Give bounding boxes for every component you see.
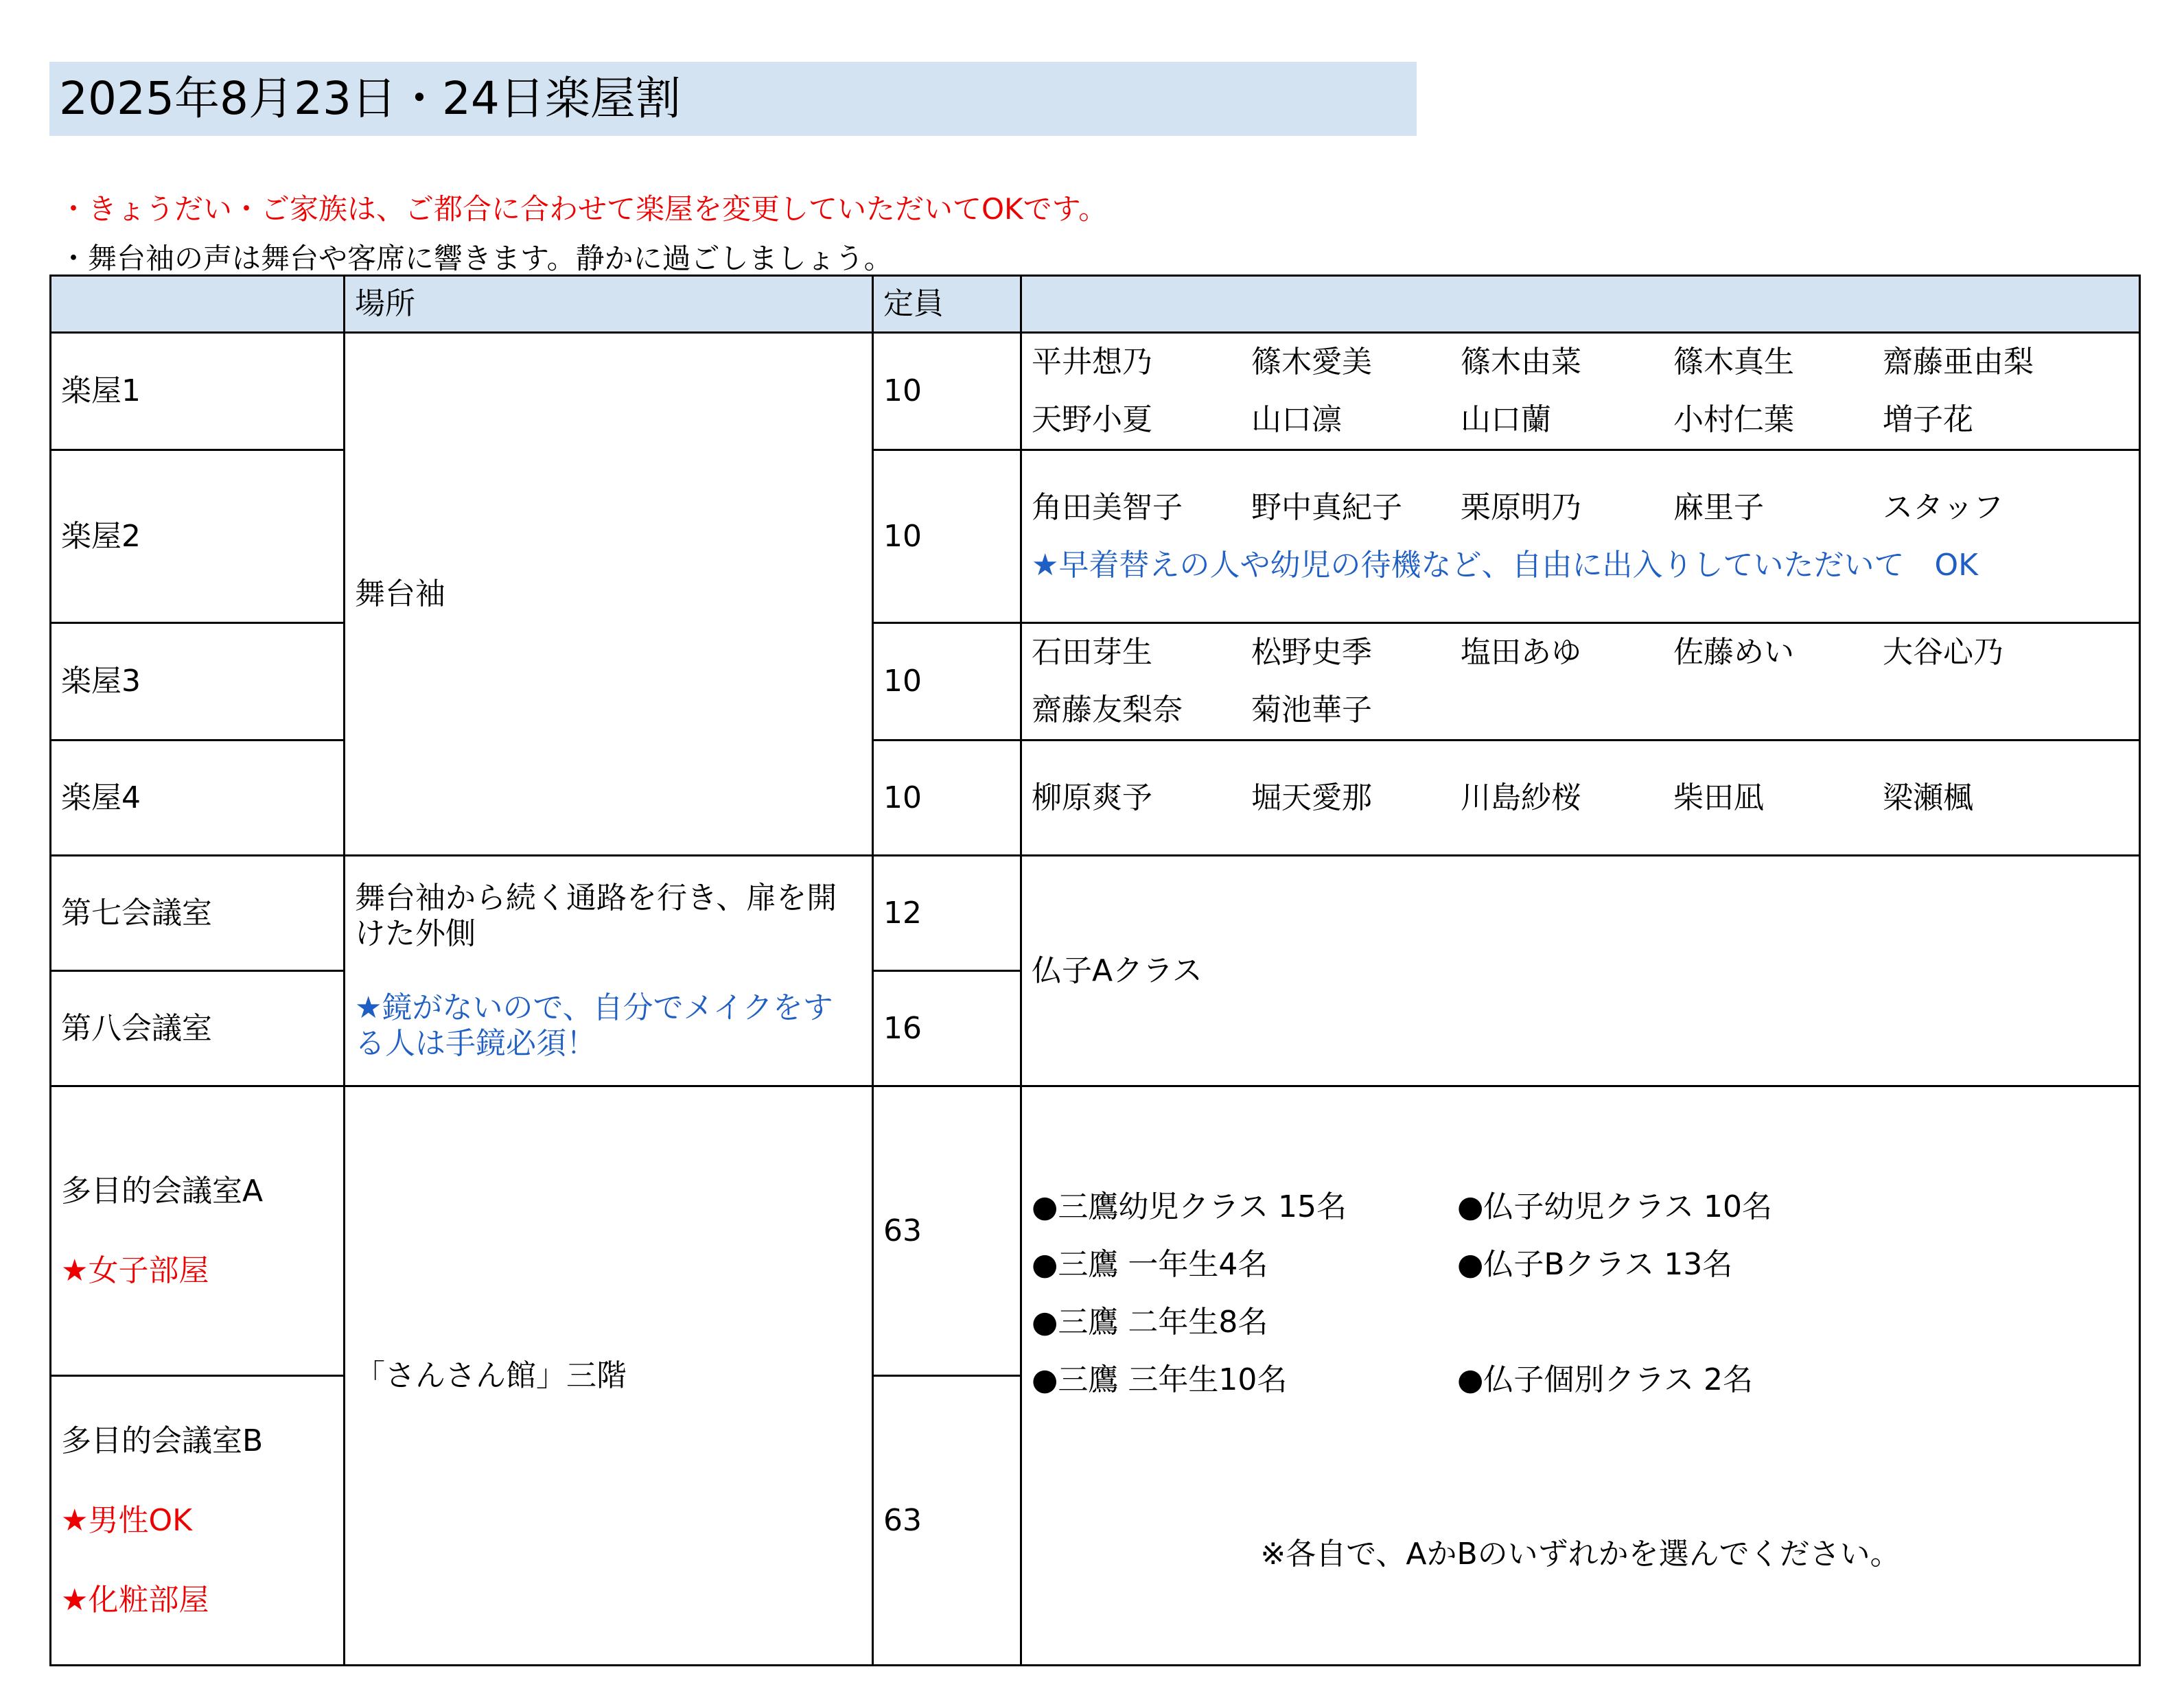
room-tag: ★化粧部屋 [61,1582,209,1618]
capacity-cell: 10 [873,623,1021,741]
capacity-cell: 10 [873,333,1021,450]
room-table [49,275,2141,1666]
member-name: 柳原爽予 [1032,780,1152,815]
member-name: 山口凛 [1251,402,1342,437]
room-name: 楽屋1 [51,333,345,450]
header-members [1021,276,2140,333]
capacity-cell: 16 [873,971,1021,1086]
table-row [51,856,2140,971]
member-name: 増子花 [1883,402,1973,437]
member-name: 堀天愛那 [1251,780,1372,815]
room-name-cell [51,1086,345,1376]
location-cell [345,856,873,1086]
note-family: ・きょうだい・ご家族は、ご都合に合わせて楽屋を変更していただいてOKです。 [59,192,1108,226]
class-item: ●三鷹幼児クラス 15名 [1032,1189,1347,1224]
members-cell [1021,623,2140,741]
member-name: 小村仁葉 [1673,402,1794,437]
member-name: 大谷心乃 [1883,635,2003,670]
room-name-cell [51,1376,345,1666]
table-row [51,1086,2140,1376]
choose-note: ※各自で、AかBのいずれかを選んでください。 [1260,1536,1901,1572]
capacity-cell: 12 [873,856,1021,971]
free-access-note: ★早着替えの人や幼児の待機など、自由に出入りしていただいて OK [1032,547,1978,583]
member-name: 川島紗桜 [1461,780,1581,815]
member-name: 石田芽生 [1032,635,1152,670]
location-cell: 舞台袖 [345,333,873,856]
mirror-note: ★鏡がないので、自分でメイクをする人は手鏡必須！ [355,990,833,1061]
class-item: ●三鷹 二年生8名 [1032,1304,1268,1340]
member-name: 篠木真生 [1673,345,1794,380]
member-name: 角田美智子 [1032,489,1183,525]
table-header-row [51,276,2140,333]
member-name: スタッフ [1883,489,2003,525]
member-name: 天野小夏 [1032,402,1152,437]
members-cell [1021,741,2140,856]
member-name: 麻里子 [1673,489,1764,525]
room-name: 第七会議室 [51,856,345,971]
member-name: 齋藤亜由梨 [1883,345,2034,380]
member-name: 梁瀬楓 [1883,780,1973,815]
member-name: 篠木愛美 [1251,345,1372,380]
capacity-cell: 63 [873,1376,1021,1666]
header-room [51,276,345,333]
members-cell [1021,333,2140,450]
room-tag: ★男性OK [61,1502,192,1538]
class-item [1457,1294,1938,1351]
member-name: 佐藤めい [1673,635,1794,670]
note-quiet: ・舞台袖の声は舞台や客席に響きます。静かに過ごしましょう。 [59,242,893,275]
member-name: 栗原明乃 [1461,489,1581,525]
capacity-cell: 63 [873,1086,1021,1376]
member-name: 野中真紀子 [1251,489,1402,525]
header-location: 場所 [345,276,873,333]
room-name: 多目的会議室B [61,1423,264,1458]
room-name: 第八会議室 [51,971,345,1086]
room-name: 楽屋3 [51,623,345,741]
header-capacity: 定員 [873,276,1021,333]
member-name: 齋藤友梨奈 [1032,692,1183,727]
member-name: 松野史季 [1251,635,1372,670]
member-name: 平井想乃 [1032,345,1152,380]
class-item: ●仏子個別クラス 2名 [1457,1362,1754,1397]
member-name: 篠木由菜 [1461,345,1581,380]
room-name: 楽屋2 [51,450,345,623]
table-row [51,333,2140,450]
room-name: 多目的会議室A [61,1173,264,1209]
members-cell [1021,450,2140,623]
class-item: ●仏子Bクラス 13名 [1457,1246,1733,1282]
members-cell: 仏子Aクラス [1021,856,2140,1086]
conf-location: 舞台袖から続く通路を行き、扉を開けた外側 [355,880,837,951]
member-name: 塩田あゆ [1461,635,1581,670]
page-title: 2025年8月23日・24日楽屋割 [49,62,1417,136]
member-name: 柴田凪 [1673,780,1764,815]
members-cell [1021,1086,2140,1666]
room-name: 楽屋4 [51,741,345,856]
room-tag: ★女子部屋 [61,1252,209,1288]
capacity-cell: 10 [873,450,1021,623]
class-item: ●三鷹 一年生4名 [1032,1246,1268,1282]
capacity-cell: 10 [873,741,1021,856]
member-name: 菊池華子 [1251,692,1372,727]
class-item: ●仏子幼児クラス 10名 [1457,1189,1773,1224]
class-item: ●三鷹 三年生10名 [1032,1362,1288,1397]
location-cell: 「さんさん館」三階 [345,1086,873,1666]
member-name: 山口蘭 [1461,402,1551,437]
